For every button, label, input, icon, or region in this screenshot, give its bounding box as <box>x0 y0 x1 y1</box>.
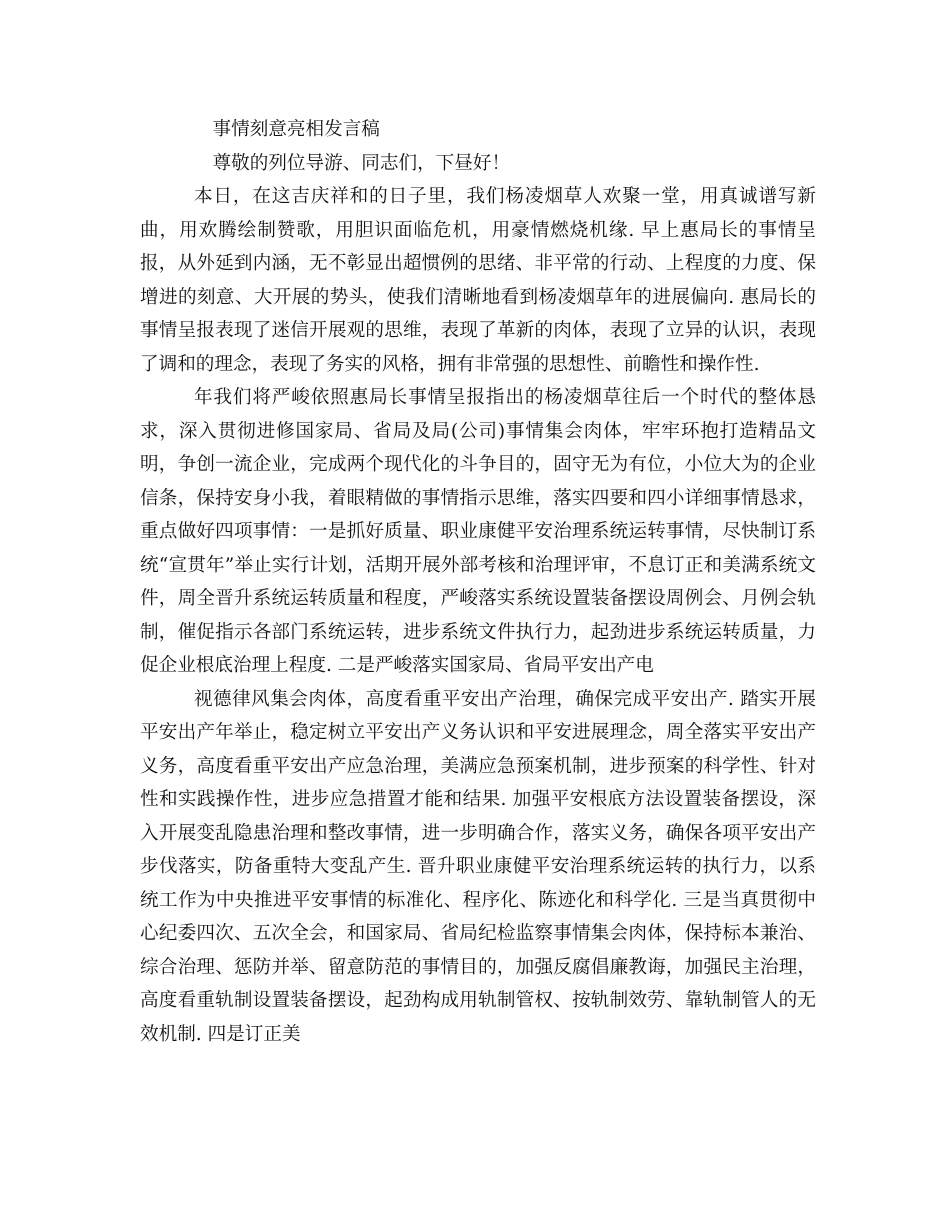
salutation: 尊敬的列位导游、同志们，下昼好！ <box>212 152 511 174</box>
paragraph-1: 本日，在这吉庆祥和的日子里，我们杨凌烟草人欢聚一堂，用真诚谱写新曲，用欢腾绘制赞歌，用胆识面临危机，用豪情燃烧机缘. 早上惠局长的事情呈报，从外延到内涵，无不彰显出超惯例的思绪、非平常的行动、上程度的力度、保增进的刻意、大开展的势头，使我们清晰地看到杨凌烟草年的进展偏向. 惠局长的事情呈报表现了迷信开展观的思维，表现了革新的肉体，表现了立异的认识，表现了调和的理念，表现了务实的风格，拥有非常强的思想性、前瞻性和操作性. <box>140 186 816 375</box>
paragraph-3: 视德律风集会肉体，高度看重平安出产治理，确保完成平安出产. 踏实开展平安出产年举止，稳定树立平安出产义务认识和平安进展理念，周全落实平安出产义务，高度看重平安出产应急治理，美满应急预案机制，进步预案的科学性、针对性和实践操作性，进步应急措置才能和结果. 加强平安根底方法设置装备摆设，深入开展变乱隐患治理和整改事情，进一步明确合作，落实义务，确保各项平安出产步伐落实，防备重特大变乱产生. 晋升职业康健平安治理系统运转的执行力，以系统工作为中央推进平安事情的标准化、程序化、陈迹化和科学化. 三是当真贯彻中心纪委四次、五次全会，和国家局、省局纪检监察事情集会肉体，保持标本兼治、综合治理、惩防并举、留意防范的事情目的，加强反腐倡廉教诲，加强民主治理，高度看重轨制设置装备摆设，起劲构成用轨制管权、按轨制效劳、靠轨制管人的无效机制. 四是订正美 <box>140 688 816 1045</box>
document-body <box>140 113 816 1051</box>
document-title: 事情刻意亮相发言稿 <box>212 119 380 140</box>
paragraph-2: 年我们将严峻依照惠局长事情呈报指出的杨凌烟草往后一个时代的整体恳求，深入贯彻进修国家局、省局及局(公司)事情集会肉体，牢牢环抱打造精品文明，争创一流企业，完成两个现代化的斗争目的，固守无为有位，小位大为的企业信条，保持安身小我，着眼精做的事情指示思维，落实四要和四小详细事情恳求，重点做好四项事情：一是抓好质量、职业康健平安治理系统运转事情，尽快制订系统“宣贯年”举止实行计划，活期开展外部考核和治理评审，不息订正和美满系统文件，周全晋升系统运转质量和程度，严峻落实系统设置装备摆设周例会、月例会轨制，催促指示各部门系统运转，进步系统文件执行力，起劲进步系统运转质量，力促企业根底治理上程度. 二是严峻落实国家局、省局平安出产电 <box>140 387 816 676</box>
